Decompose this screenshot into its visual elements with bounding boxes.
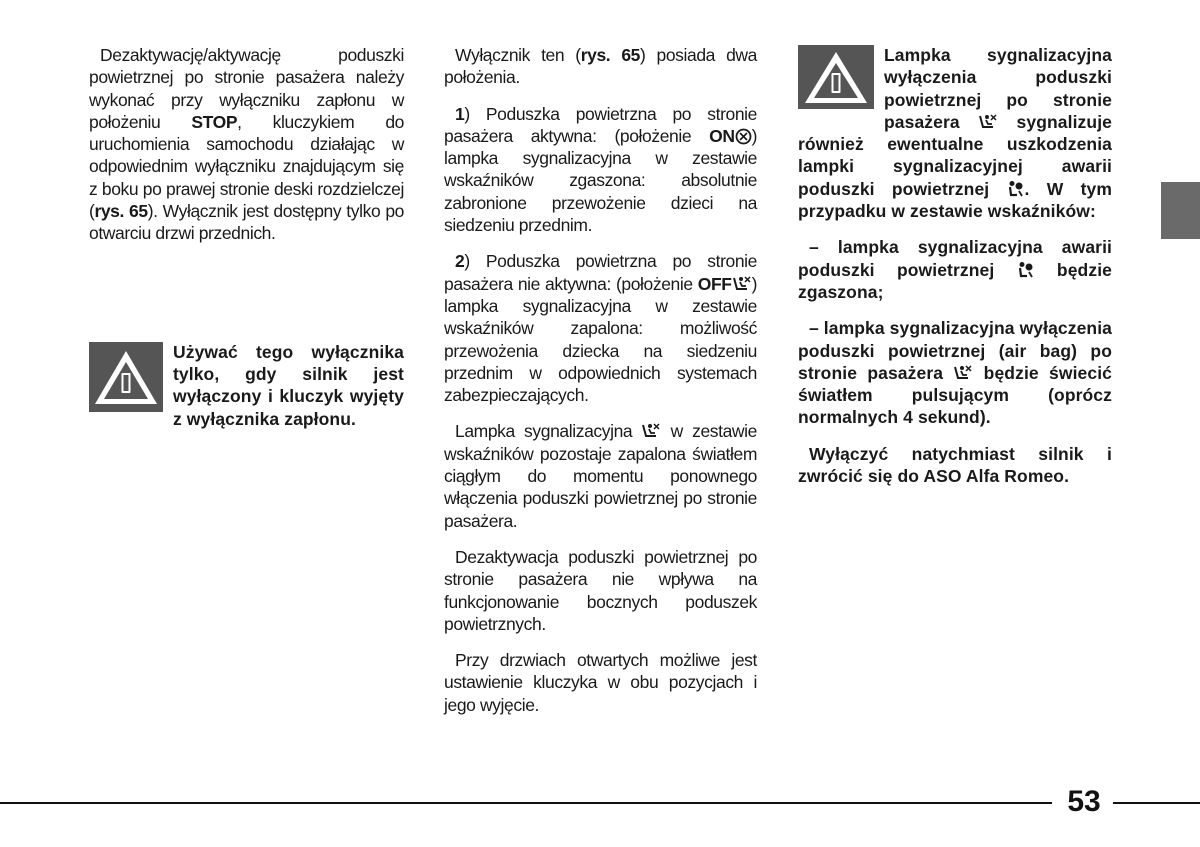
figure-ref: rys. 65 <box>580 45 640 65</box>
switch-positions-intro: Wyłącznik ten (rys. 65) posiada dwa położenia. <box>444 45 757 88</box>
warning-text-switch: Używać tego wyłącznika tylko, gdy silnik jest wyłączony i kluczyk wyjęty z wyłącznika zapłonu. <box>173 341 404 429</box>
warning-box-switch <box>89 341 404 430</box>
position-1-description: 1) Poduszka powietrzna po stronie pasażera aktywna: (położenie ON ) lampka sygnalizacyjna w zestawie wskaźników zgaszona: absolutnie zabronione przewożenie dzieci na siedzeniu przednim. <box>444 103 757 236</box>
warning-item-failure-lamp: – lampka sygnalizacyjna awarii poduszki powietrznej będzie zgaszona; <box>798 237 1112 302</box>
warning-item-off-lamp: – lampka sygnalizacyjna wyłączenia poduszki powietrznej (air bag) po stronie pasażera będzie świecić światłem pulsującym (oprócz normalnych 4 sekund). <box>798 318 1113 428</box>
page-number: 53 <box>1067 785 1101 818</box>
footer-rule-left <box>0 802 1052 804</box>
column-left <box>89 44 404 444</box>
on-state-label: ON <box>709 125 735 146</box>
column-right <box>798 44 1112 501</box>
airbag-failure-icon <box>1017 261 1035 279</box>
airbag-failure-icon <box>1007 180 1025 198</box>
deactivation-note: Dezaktywacja poduszki powietrznej po stronie pasażera nie wpływa na funkcjonowanie bocznych poduszek powietrznych. <box>444 546 757 634</box>
warning-text-lamp: Lampka sygnalizacyjna wyłączenia poduszki powietrznej po stronie pasażera sygnalizuje również ewentualne uszkodzenia lampki sygnalizacyjnej awarii poduszki powietrznej . W tym przypadku w zestawie wskaźników: <box>798 45 1112 222</box>
footer-rule-right <box>1113 802 1200 804</box>
lamp-description: Lampka sygnalizacyjna w zestawie wskaźników pozostaje zapalona światłem ciągłym do momentu ponownego włączenia poduszki powietrznej po stronie pasażera. <box>444 421 757 531</box>
off-state-label: OFF <box>697 273 732 294</box>
warning-action: Wyłączyć natychmiast silnik i zwrócić się do ASO Alfa Romeo. <box>798 443 1112 487</box>
column-middle <box>444 44 757 730</box>
airbag-off-seat-icon <box>978 113 998 131</box>
warning-triangle-icon <box>89 342 163 412</box>
airbag-off-seat-icon <box>641 422 661 440</box>
figure-ref: rys. 65 <box>94 201 148 222</box>
airbag-off-seat-icon <box>732 275 752 293</box>
deactivation-instructions: Dezaktywację/aktywację poduszki powietrznej po stronie pasażera należy wykonać przy wyłączniku zapłonu w położeniu STOP, kluczykiem do uruchomienia samochodu działając w odpowiednim wyłączniku znajdującym się z boku po prawej stronie deski rozdzielczej (rys. 65). Wyłącznik jest dostępny tylko po otwarciu drzwi przednich. <box>89 45 404 244</box>
warning-box-lamp <box>798 44 1112 222</box>
section-tab-marker <box>1161 182 1200 239</box>
stop-label: STOP <box>191 111 238 132</box>
warning-triangle-icon <box>798 45 874 109</box>
doors-note: Przy drzwiach otwartych możliwe jest ustawienie kluczyka w obu pozycjach i jego wyjęcie. <box>444 650 757 715</box>
airbag-on-symbol-icon <box>735 128 752 145</box>
position-2-description: 2) Poduszka powietrzna po stronie pasażera nie aktywna: (położenie OFF ) lampka sygnalizacyjna w zestawie wskaźników zapalona: możliwość przewożenia dziecka na siedzeniu przednim w odpowiednich systemach zabezpieczających. <box>444 251 757 406</box>
airbag-off-seat-icon <box>953 364 973 382</box>
